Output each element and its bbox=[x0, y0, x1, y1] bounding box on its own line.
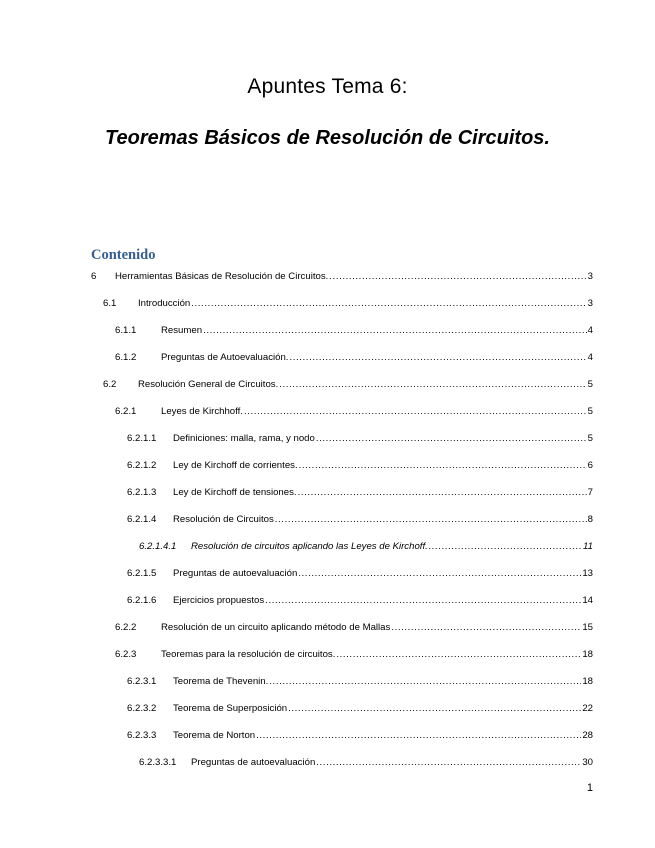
toc-leader-dots bbox=[429, 540, 582, 554]
toc-entry[interactable] bbox=[115, 351, 593, 365]
toc-entry-title: Preguntas de Autoevaluación. bbox=[161, 352, 289, 363]
toc-entry-number: 6.2.1.4 bbox=[127, 514, 157, 525]
toc-entry-page: 11 bbox=[583, 541, 593, 552]
toc-leader-dots bbox=[316, 756, 581, 770]
toc-entry-title: Ley de Kirchoff de tensiones. bbox=[173, 487, 297, 498]
toc-entry-number: 6.1.1 bbox=[115, 325, 137, 336]
toc-entry-title: Preguntas de autoevaluación bbox=[191, 757, 316, 768]
toc-entry-page: 18 bbox=[582, 676, 593, 687]
toc-entry-page: 6 bbox=[587, 460, 593, 471]
toc-entry-title: Resumen bbox=[161, 325, 203, 336]
toc-entry-page: 22 bbox=[582, 703, 593, 714]
toc-entry-number: 6.2.1.4.1 bbox=[139, 541, 177, 552]
toc-entry[interactable] bbox=[127, 594, 593, 608]
toc-entry-number: 6.2.2 bbox=[115, 622, 137, 633]
toc-entry-title: Herramientas Básicas de Resolución de Circuitos. bbox=[115, 271, 329, 282]
toc-entry-number: 6.2.3.2 bbox=[127, 703, 157, 714]
toc-entry[interactable] bbox=[127, 459, 593, 473]
toc-entry-page: 3 bbox=[587, 271, 593, 282]
toc-leader-dots bbox=[391, 621, 581, 635]
toc-entry-title: Teoremas para la resolución de circuitos. bbox=[161, 649, 336, 660]
toc-entry[interactable] bbox=[91, 270, 593, 284]
toc-entry[interactable] bbox=[127, 729, 593, 743]
page-number: 1 bbox=[586, 782, 593, 794]
toc-entry-number: 6.2.1 bbox=[115, 406, 137, 417]
toc-entry-title: Introducción bbox=[138, 298, 191, 309]
toc-entry-number: 6.2.1.6 bbox=[127, 595, 157, 606]
toc-entry-title: Leyes de Kirchhoff. bbox=[161, 406, 243, 417]
toc-leader-dots bbox=[298, 486, 587, 500]
toc-leader-dots bbox=[299, 459, 587, 473]
toc-entry[interactable] bbox=[103, 378, 593, 392]
toc-entry-number: 6.2.1.3 bbox=[127, 487, 157, 498]
toc-leader-dots bbox=[279, 378, 586, 392]
document-title: Apuntes Tema 6: bbox=[247, 75, 408, 98]
toc-leader-dots bbox=[336, 648, 581, 662]
toc-entry-title: Resolución de circuitos aplicando las Leyes de Kirchoff. bbox=[191, 541, 428, 552]
toc-leader-dots bbox=[244, 405, 587, 419]
toc-entry-title: Ley de Kirchoff de corrientes. bbox=[173, 460, 298, 471]
toc-entry-title: Preguntas de autoevaluación bbox=[173, 568, 298, 579]
toc-entry-title: Ejercicios propuestos bbox=[173, 595, 265, 606]
toc-entry-page: 8 bbox=[587, 514, 593, 525]
toc-entry[interactable] bbox=[127, 513, 593, 527]
toc-entry[interactable] bbox=[127, 675, 593, 689]
toc-entry[interactable] bbox=[127, 567, 593, 581]
toc-leader-dots bbox=[298, 567, 581, 581]
toc-leader-dots bbox=[329, 270, 586, 284]
toc-entry-title: Resolución de Circuitos bbox=[173, 514, 274, 525]
toc-entry-number: 6.2.3.3.1 bbox=[139, 757, 177, 768]
toc-entry-title: Resolución de un circuito aplicando método de Mallas bbox=[161, 622, 391, 633]
toc-entry-number: 6.2.3.3 bbox=[127, 730, 157, 741]
toc-leader-dots bbox=[269, 675, 581, 689]
toc-leader-dots bbox=[316, 432, 587, 446]
toc-leader-dots bbox=[288, 702, 581, 716]
toc-entry[interactable] bbox=[103, 297, 593, 311]
toc-entry-page: 5 bbox=[587, 379, 593, 390]
toc-entry-page: 15 bbox=[582, 622, 593, 633]
toc-entry-number: 6 bbox=[91, 271, 97, 282]
toc-heading: Contenido bbox=[91, 247, 156, 263]
toc-leader-dots bbox=[203, 324, 587, 338]
toc-entry-title: Teorema de Superposición bbox=[173, 703, 288, 714]
toc-entry-page: 5 bbox=[587, 433, 593, 444]
toc-entry-number: 6.2.3 bbox=[115, 649, 137, 660]
toc-entry-page: 7 bbox=[587, 487, 593, 498]
toc-entry-title: Resolución General de Circuitos. bbox=[138, 379, 279, 390]
toc-entry[interactable] bbox=[115, 405, 593, 419]
toc-entry-page: 13 bbox=[582, 568, 593, 579]
toc-leader-dots bbox=[191, 297, 586, 311]
toc-entry-number: 6.2 bbox=[103, 379, 117, 390]
toc-entry[interactable] bbox=[115, 324, 593, 338]
toc-entry[interactable] bbox=[139, 756, 593, 770]
toc-entry-page: 4 bbox=[587, 352, 593, 363]
toc-entry-page: 30 bbox=[582, 757, 593, 768]
toc-leader-dots bbox=[289, 351, 586, 365]
document-subtitle: Teoremas Básicos de Resolución de Circuitos. bbox=[105, 127, 550, 149]
toc-entry[interactable] bbox=[115, 621, 593, 635]
toc-entry-number: 6.2.1.5 bbox=[127, 568, 157, 579]
toc-entry-page: 3 bbox=[587, 298, 593, 309]
toc-entry-page: 18 bbox=[582, 649, 593, 660]
toc-entry-page: 14 bbox=[582, 595, 593, 606]
toc-entry[interactable] bbox=[127, 702, 593, 716]
toc-entry-page: 4 bbox=[587, 325, 593, 336]
toc-entry-page: 28 bbox=[582, 730, 593, 741]
toc-entry-title: Definiciones: malla, rama, y nodo bbox=[173, 433, 315, 444]
toc-entry[interactable] bbox=[139, 540, 593, 554]
toc-entry-number: 6.2.1.1 bbox=[127, 433, 157, 444]
toc-leader-dots bbox=[256, 729, 581, 743]
toc-entry-number: 6.1.2 bbox=[115, 352, 137, 363]
toc-entry-title: Teorema de Norton bbox=[173, 730, 256, 741]
toc-entry-number: 6.2.1.2 bbox=[127, 460, 157, 471]
toc-leader-dots bbox=[275, 513, 587, 527]
toc-entry-number: 6.2.3.1 bbox=[127, 676, 157, 687]
toc-entry[interactable] bbox=[115, 648, 593, 662]
toc-entry-title: Teorema de Thevenin. bbox=[173, 676, 269, 687]
toc-entry[interactable] bbox=[127, 486, 593, 500]
toc-entry-number: 6.1 bbox=[103, 298, 117, 309]
toc-entry-page: 5 bbox=[587, 406, 593, 417]
toc-entry[interactable] bbox=[127, 432, 593, 446]
toc-leader-dots bbox=[265, 594, 581, 608]
